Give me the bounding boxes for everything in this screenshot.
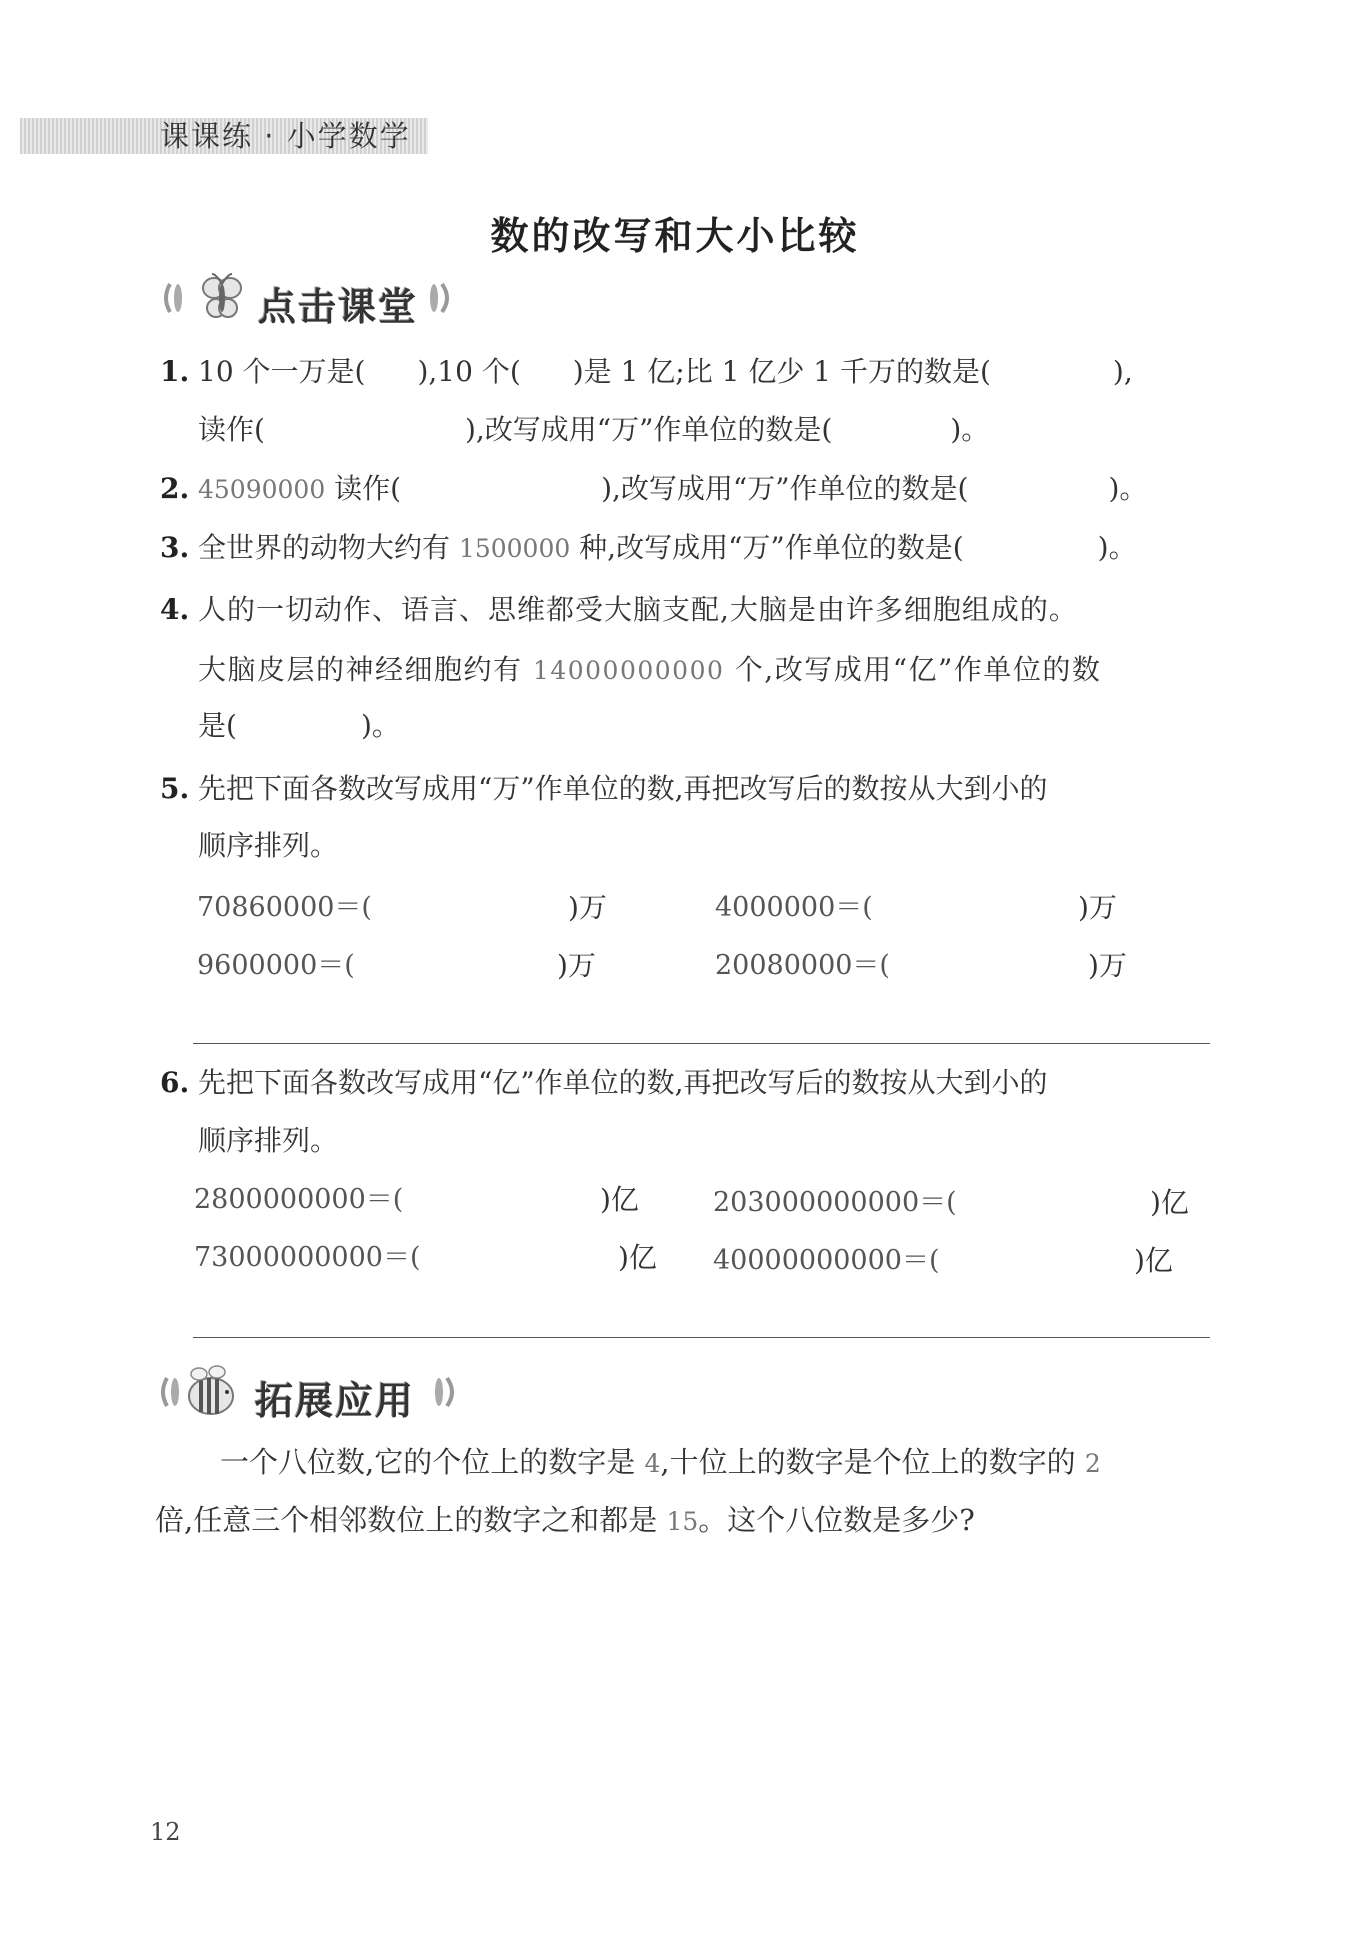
q6-expression: 73000000000＝(	[194, 1242, 421, 1273]
question-4-line-3	[198, 706, 400, 746]
section-label-text: 拓展应用	[255, 1379, 416, 1423]
q3-text-c: )。	[1097, 531, 1137, 564]
q1-text-a: 10 个一万是(	[198, 355, 366, 388]
q3-text-b: 种,改写成用“万”作单位的数是(	[579, 531, 964, 564]
question-5-line-1: 先把下面各数改写成用“万”作单位的数,再把改写后的数按从大到小的	[198, 772, 1048, 805]
q6-expression: 40000000000＝(	[713, 1245, 940, 1276]
question-number: 2.	[160, 472, 190, 505]
question-4-line-1: 人的一切动作、语言、思维都受大脑支配,大脑是由许多细胞组成的。	[198, 593, 1078, 626]
para-number: 4	[644, 1449, 661, 1478]
page-title: 数的改写和大小比较	[490, 214, 860, 258]
q1-text-d: ),	[1112, 355, 1133, 388]
q5-expression: 9600000＝(	[197, 950, 355, 981]
q5-expression: 4000000＝(	[715, 892, 873, 923]
section-label-extension	[157, 1364, 457, 1423]
q2-text-a: 读作(	[334, 472, 402, 505]
answer-line	[193, 1043, 1210, 1044]
q4-number: 14000000000	[532, 656, 725, 685]
question-2-line	[198, 469, 1147, 510]
question-number: 6.	[160, 1066, 190, 1099]
q4-text-c: 是(	[198, 709, 237, 742]
q1-text-e: 读作(	[198, 413, 265, 446]
question-4-line-2	[198, 650, 1101, 691]
question-number: 1.	[160, 355, 190, 388]
section-label-classroom	[160, 270, 460, 329]
para-number: 15	[666, 1507, 699, 1536]
section-label-text: 点击课堂	[258, 285, 419, 329]
q6-expression: 2800000000＝(	[194, 1184, 404, 1215]
q5-expression: 20080000＝(	[715, 950, 890, 981]
page-number: 12	[150, 1818, 181, 1846]
para-text-a: 一个八位数,它的个位上的数字是	[220, 1445, 636, 1479]
extension-paragraph-line-2	[155, 1500, 975, 1542]
para-number: 2	[1084, 1449, 1101, 1478]
q6-expression: 203000000000＝(	[713, 1187, 957, 1218]
q1-text-f: ),改写成用“万”作单位的数是(	[464, 413, 833, 446]
question-3-line	[198, 528, 1137, 569]
q1-text-b: ),10 个(	[417, 355, 521, 388]
q6-unit: )亿	[1134, 1244, 1173, 1277]
q2-text-c: )。	[1108, 472, 1148, 505]
q1-text-c: )是 1 亿;比 1 亿少 1 千万的数是(	[572, 355, 991, 388]
question-1-line-1	[198, 352, 1133, 392]
q5-expression: 70860000＝(	[197, 892, 372, 923]
question-number: 5.	[160, 772, 190, 805]
q1-text-g: )。	[950, 413, 990, 446]
q4-text-d: )。	[360, 709, 400, 742]
question-6-line-1: 先把下面各数改写成用“亿”作单位的数,再把改写后的数按从大到小的	[198, 1066, 1048, 1099]
q6-unit: )亿	[1150, 1186, 1189, 1219]
q5-unit: )万	[1088, 949, 1127, 982]
q5-unit: )万	[557, 949, 596, 982]
question-6-line-2: 顺序排列。	[198, 1124, 339, 1157]
question-1-line-2	[198, 410, 989, 450]
q3-text-a: 全世界的动物大约有	[198, 531, 451, 564]
para-text-c: 倍,任意三个相邻数位上的数字之和都是	[155, 1503, 658, 1537]
q2-number: 45090000	[198, 475, 326, 504]
para-text-d: 。这个八位数是多少?	[698, 1503, 975, 1537]
q2-text-b: ),改写成用“万”作单位的数是(	[601, 472, 969, 505]
q6-unit: )亿	[600, 1183, 639, 1216]
question-number: 4.	[160, 593, 190, 626]
q4-text-a: 大脑皮层的神经细胞约有	[198, 653, 523, 686]
q3-number: 1500000	[458, 534, 571, 563]
q5-unit: )万	[568, 891, 607, 924]
answer-line	[193, 1337, 1210, 1338]
question-5-line-2: 顺序排列。	[198, 829, 339, 862]
q5-unit: )万	[1078, 891, 1117, 924]
q4-text-b: 个,改写成用“亿”作单位的数	[734, 653, 1102, 686]
para-text-b: ,十位上的数字是个位上的数字的	[660, 1445, 1076, 1479]
book-title: 课课练 · 小学数学	[160, 119, 411, 153]
question-number: 3.	[160, 531, 190, 564]
extension-paragraph-line-1	[220, 1442, 1101, 1484]
q6-unit: )亿	[618, 1241, 657, 1274]
